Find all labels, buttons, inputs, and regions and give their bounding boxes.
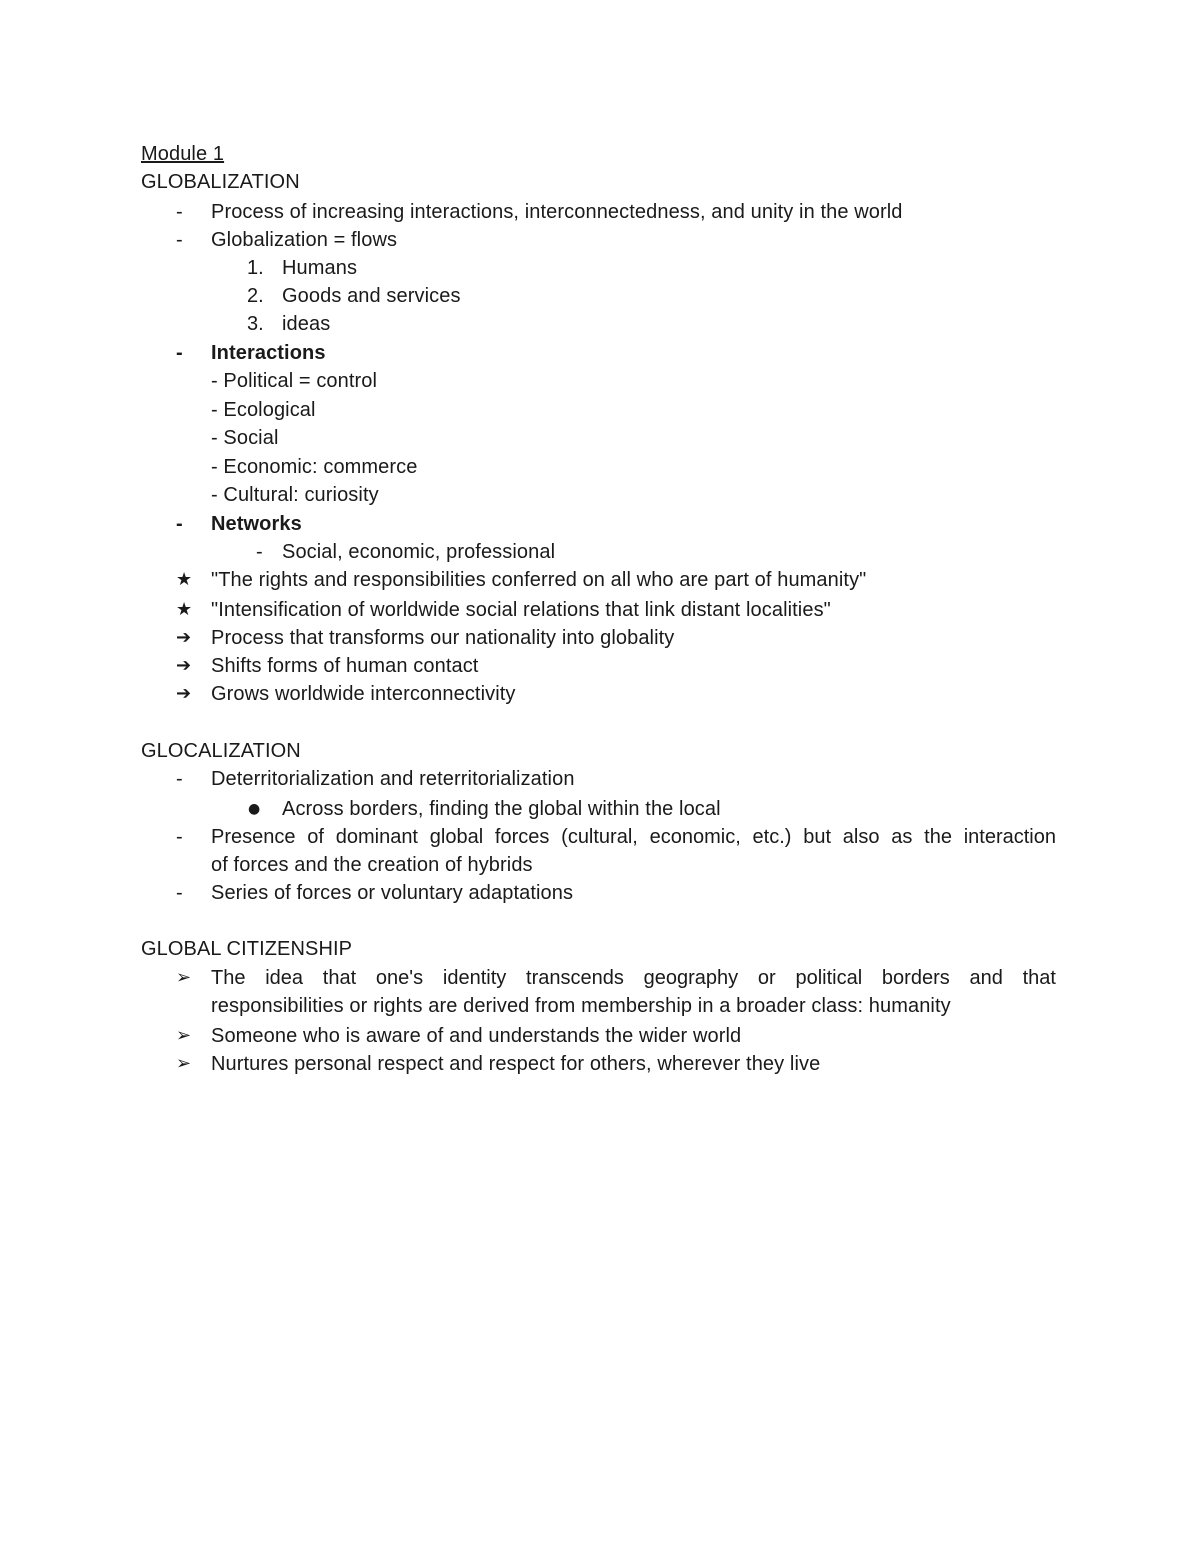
bullet-dash: - [256, 541, 263, 563]
bullet-dot-icon: ● [248, 801, 261, 817]
citizenship-item: Nurtures personal respect and respect for others, wherever they live [211, 1053, 821, 1075]
interaction-item: - Political = control [211, 370, 378, 392]
arrow-right-icon: ➔ [176, 655, 192, 676]
glocalization-item: Deterritorialization and reterritorialization [211, 768, 575, 790]
interaction-item: - Cultural: curiosity [211, 484, 379, 506]
arrow-right-icon: ➔ [176, 627, 192, 648]
module-title: Module 1 [141, 143, 225, 165]
citizenship-item: Someone who is aware of and understands the wider world [211, 1025, 742, 1047]
list-number: 3. [247, 313, 264, 335]
bullet-dash: - [176, 882, 183, 904]
interaction-item: - Ecological [211, 399, 316, 421]
networks-label: Networks [211, 513, 302, 535]
glocalization-item-line2: of forces and the creation of hybrids [211, 854, 533, 876]
list-number: 2. [247, 285, 264, 307]
global-citizenship-heading: GLOBAL CITIZENSHIP [141, 938, 353, 960]
bullet-dash: - [176, 342, 183, 364]
globalization-heading: GLOBALIZATION [141, 171, 300, 193]
star-icon: ★ [176, 599, 193, 620]
quote-text: "The rights and responsibilities conferred on all who are part of humanity" [211, 569, 867, 591]
arrow-item: Shifts forms of human contact [211, 655, 479, 677]
glocalization-subitem: Across borders, finding the global within the local [282, 798, 721, 820]
interaction-item: - Economic: commerce [211, 456, 418, 478]
flow-item: Goods and services [282, 285, 461, 307]
list-number: 1. [247, 257, 264, 279]
arrowhead-icon: ➢ [176, 967, 192, 988]
glocalization-item-line1: Presence of dominant global forces (cultural, economic, etc.) but also as the interaction [211, 826, 1056, 848]
citizenship-item-line2: responsibilities or rights are derived from membership in a broader class: humanity [211, 995, 951, 1017]
networks-item: Social, economic, professional [282, 541, 556, 563]
glocalization-item: Series of forces or voluntary adaptations [211, 882, 574, 904]
bullet-dash: - [176, 201, 183, 223]
flow-item: Humans [282, 257, 358, 279]
glocalization-heading: GLOCALIZATION [141, 740, 301, 762]
citizenship-item-line1: The idea that one's identity transcends geography or political borders and that [211, 967, 1056, 989]
bullet-dash: - [176, 229, 183, 251]
bullet-dash: - [176, 826, 183, 848]
flow-item: ideas [282, 313, 331, 335]
interactions-label: Interactions [211, 342, 326, 364]
arrowhead-icon: ➢ [176, 1025, 192, 1046]
interaction-item: - Social [211, 427, 279, 449]
star-icon: ★ [176, 569, 193, 590]
globalization-definition: Process of increasing interactions, interconnectedness, and unity in the world [211, 201, 903, 223]
arrow-item: Process that transforms our nationality into globality [211, 627, 675, 649]
arrow-item: Grows worldwide interconnectivity [211, 683, 516, 705]
bullet-dash: - [176, 513, 183, 535]
arrow-right-icon: ➔ [176, 683, 192, 704]
bullet-dash: - [176, 768, 183, 790]
arrowhead-icon: ➢ [176, 1053, 192, 1074]
quote-text: "Intensification of worldwide social relations that link distant localities" [211, 599, 831, 621]
globalization-flows: Globalization = flows [211, 229, 398, 251]
